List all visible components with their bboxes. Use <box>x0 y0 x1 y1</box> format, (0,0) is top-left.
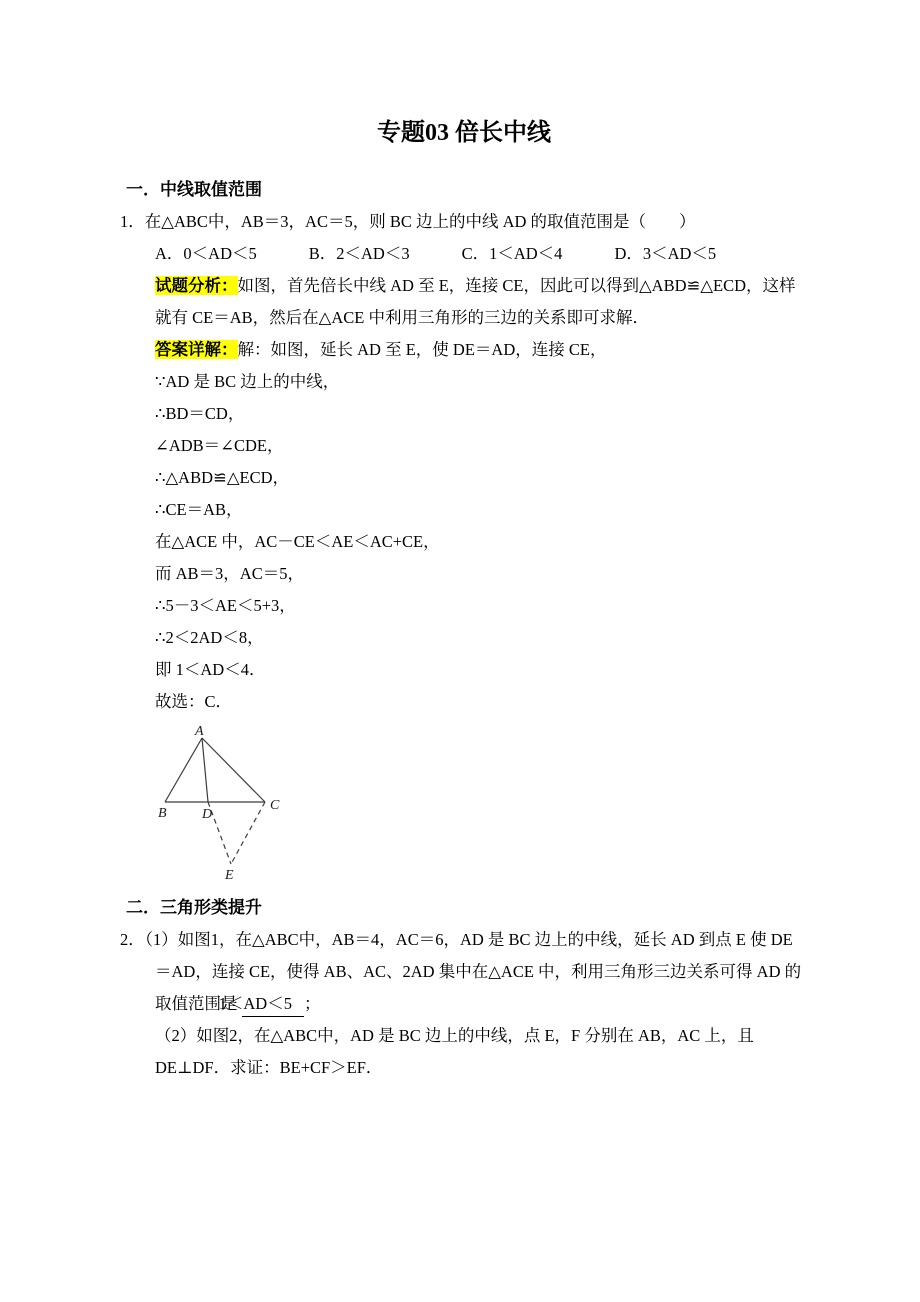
solution-step: ∴BD＝CD， <box>155 404 245 423</box>
figure-label-b: B <box>158 806 167 821</box>
solution-step: 故选：C． <box>155 692 233 711</box>
question1-stem: 1．在△ABC中，AB＝3，AC＝5，则 BC 边上的中线 AD 的取值范围是（ ） <box>120 212 696 231</box>
solution-step: ∴CE＝AB， <box>155 500 243 519</box>
question2-part1 <box>120 924 808 1020</box>
option-d: D．3＜AD＜5 <box>614 244 717 263</box>
option-b: B．2＜AD＜3 <box>308 244 410 263</box>
solution-step: 即 1＜AD＜4． <box>155 660 266 679</box>
question1-analysis <box>120 270 808 334</box>
figure-label-a: A <box>195 724 204 739</box>
section2-heading: 二．三角形类提升 <box>126 898 262 917</box>
answer-intro-text: 解：如图，延长 AD 至 E，使 DE＝AD，连接 CE， <box>237 340 607 359</box>
figure-label-c: C <box>270 798 280 813</box>
triangle-edges <box>165 738 265 864</box>
segment-AC <box>202 738 265 802</box>
question2-part1-text: 2．（1）如图1，在△ABC中，AB＝4，AC＝6，AD 是 BC 边上的中线，延长 AD 到点 E 使 DE＝AD，连接 CE，使得 AB、AC、2AD 集中在△ACE 中，利用三角形三边关系可得 AD 的取值范围是 <box>120 930 802 1013</box>
segment-AB <box>165 738 202 802</box>
solution-step: ∴2＜2AD＜8， <box>155 628 264 647</box>
figure-label-d: D <box>202 807 213 822</box>
solution-step: 在△ACE 中，AC－CE＜AE＜AC+CE， <box>155 532 440 551</box>
solution-step: ∠ADB＝∠CDE， <box>155 436 284 455</box>
solution-step: ∴5－3＜AE＜5+3， <box>155 596 296 615</box>
document-title: 专题03 倍长中线 <box>377 120 551 146</box>
geometry-figure <box>152 724 292 884</box>
figure-label-e: E <box>225 868 234 883</box>
segment-AD <box>202 738 208 802</box>
option-a: A．0＜AD＜5 <box>155 244 257 263</box>
option-c: C．1＜AD＜4 <box>461 244 563 263</box>
solution-step: ∵AD 是 BC 边上的中线， <box>155 372 340 391</box>
answer-blank: 1＜AD＜5 <box>242 992 304 1017</box>
segment-CE <box>231 802 265 864</box>
question2-part2: （2）如图2，在△ABC中，AD 是 BC 边上的中线，点 E，F 分别在 AB，AC 上，且 DE⊥DF．求证：BE+CF＞EF． <box>155 1026 754 1077</box>
answer-label: 答案详解： <box>155 340 238 359</box>
section1-heading: 一．中线取值范围 <box>126 180 262 199</box>
question2-part1-suffix: ； <box>303 994 321 1013</box>
analysis-label: 试题分析： <box>155 276 238 295</box>
solution-step: 而 AB＝3，AC＝5， <box>155 564 304 583</box>
solution-step: ∴△ABD≌△ECD， <box>155 468 290 487</box>
question1-options <box>120 238 808 270</box>
question1-answer-intro <box>120 334 808 366</box>
analysis-text: 如图，首先倍长中线 AD 至 E，连接 CE，因此可以得到△ABD≌△ECD，这样就有 CE＝AB，然后在△ACE 中利用三角形的三边的关系即可求解． <box>155 276 796 327</box>
